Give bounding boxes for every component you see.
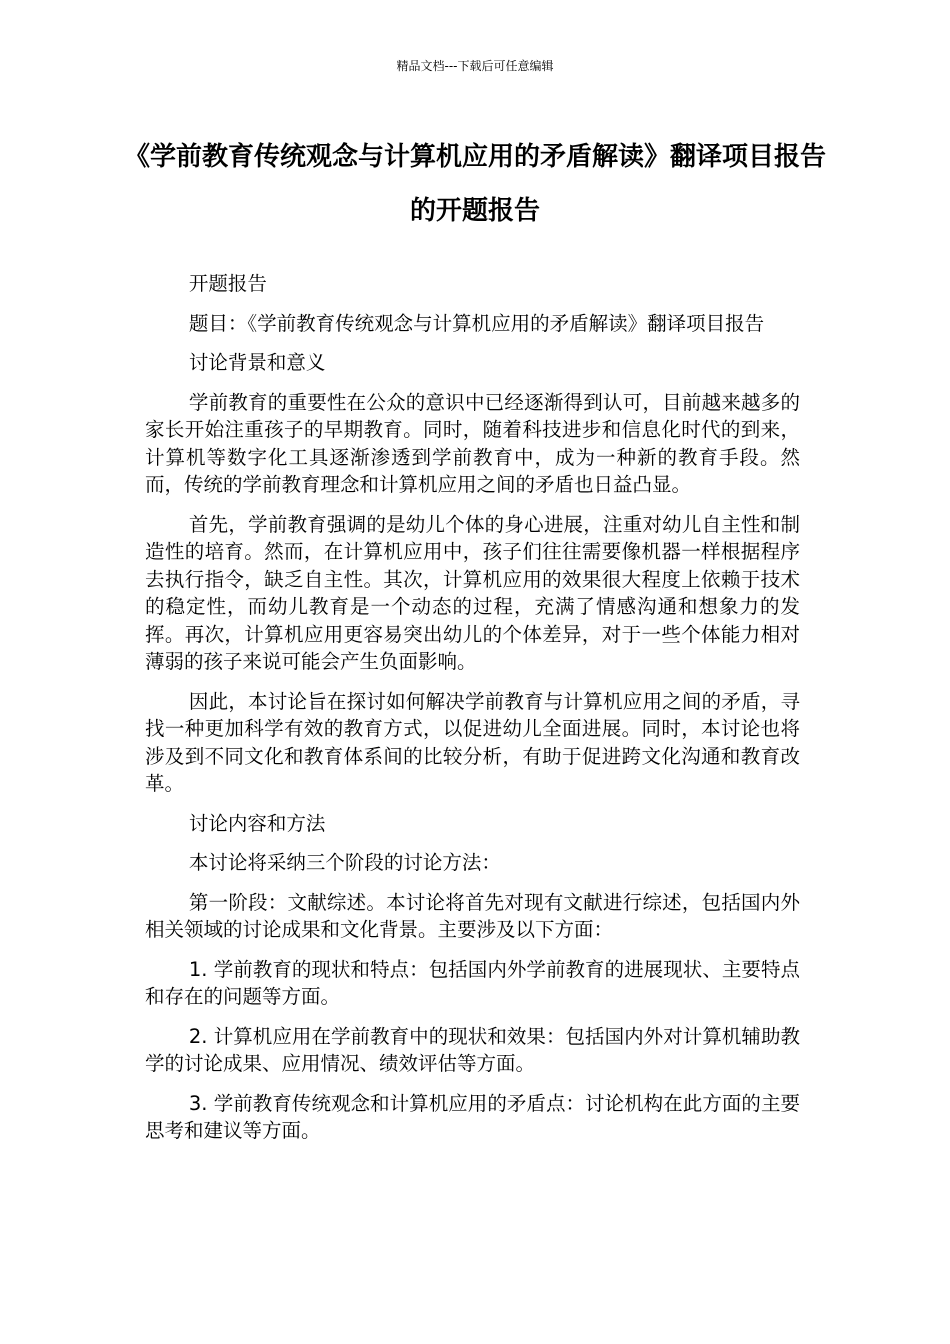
document-title: 《学前教育传统观念与计算机应用的矛盾解读》翻译项目报告的开题报告 [123,142,826,226]
list-item-2: 2. 计算机应用在学前教育中的现状和效果：包括国内外对计算机辅助教学的讨论成果、应用情况、绩效评估等方面。 [145,1024,800,1075]
paragraph-method-intro: 本讨论将采纳三个阶段的讨论方法： [188,851,501,874]
paragraph-background-1: 学前教育的重要性在公众的意识中已经逐渐得到认可，目前越来越多的家长开始注重孩子的早期教育。同时，随着科技进步和信息化时代的到来，计算机等数字化工具逐渐渗透到学前教育中，成为一种新的教育手段。然而，传统的学前教育理念和计算机应用之间的矛盾也日益凸显。 [145,390,800,496]
paragraph-stage-one: 第一阶段：文献综述。本讨论将首先对现有文献进行综述，包括国内外相关领域的讨论成果和文化背景。主要涉及以下方面： [145,890,800,941]
heading-content-method: 讨论内容和方法 [188,811,326,835]
paragraph-background-3: 因此，本讨论旨在探讨如何解决学前教育与计算机应用之间的矛盾，寻找一种更加科学有效的教育方式，以促进幼儿全面进展。同时，本讨论也将涉及到不同文化和教育体系间的比较分析，有助于促进跨文化沟通和教育改革。 [145,689,800,795]
topic-line: 题目：《学前教育传统观念与计算机应用的矛盾解读》翻译项目报告 [188,311,765,335]
page-header: 精品文档---下载后可任意编辑 [396,59,554,73]
section-label-proposal: 开题报告 [188,272,267,295]
paragraph-background-2: 首先，学前教育强调的是幼儿个体的身心进展，注重对幼儿自主性和制造性的培育。然而，在计算机应用中，孩子们往往需要像机器一样根据程序去执行指令，缺乏自主性。其次，计算机应用的效果很大程度上依赖于技术的稳定性，而幼儿教育是一个动态的过程，充满了情感沟通和想象力的发挥。再次，计算机应用更容易突出幼儿的个体差异，对于一些个体能力相对薄弱的孩子来说可能会产生负面影响。 [145,512,800,673]
list-item-3: 3. 学前教育传统观念和计算机应用的矛盾点：讨论机构在此方面的主要思考和建议等方面。 [145,1091,800,1142]
document-body [145,270,800,1157]
heading-background: 讨论背景和意义 [188,351,326,374]
list-item-1: 1. 学前教育的现状和特点：包括国内外学前教育的进展现状、主要特点和存在的问题等方面。 [145,957,800,1008]
